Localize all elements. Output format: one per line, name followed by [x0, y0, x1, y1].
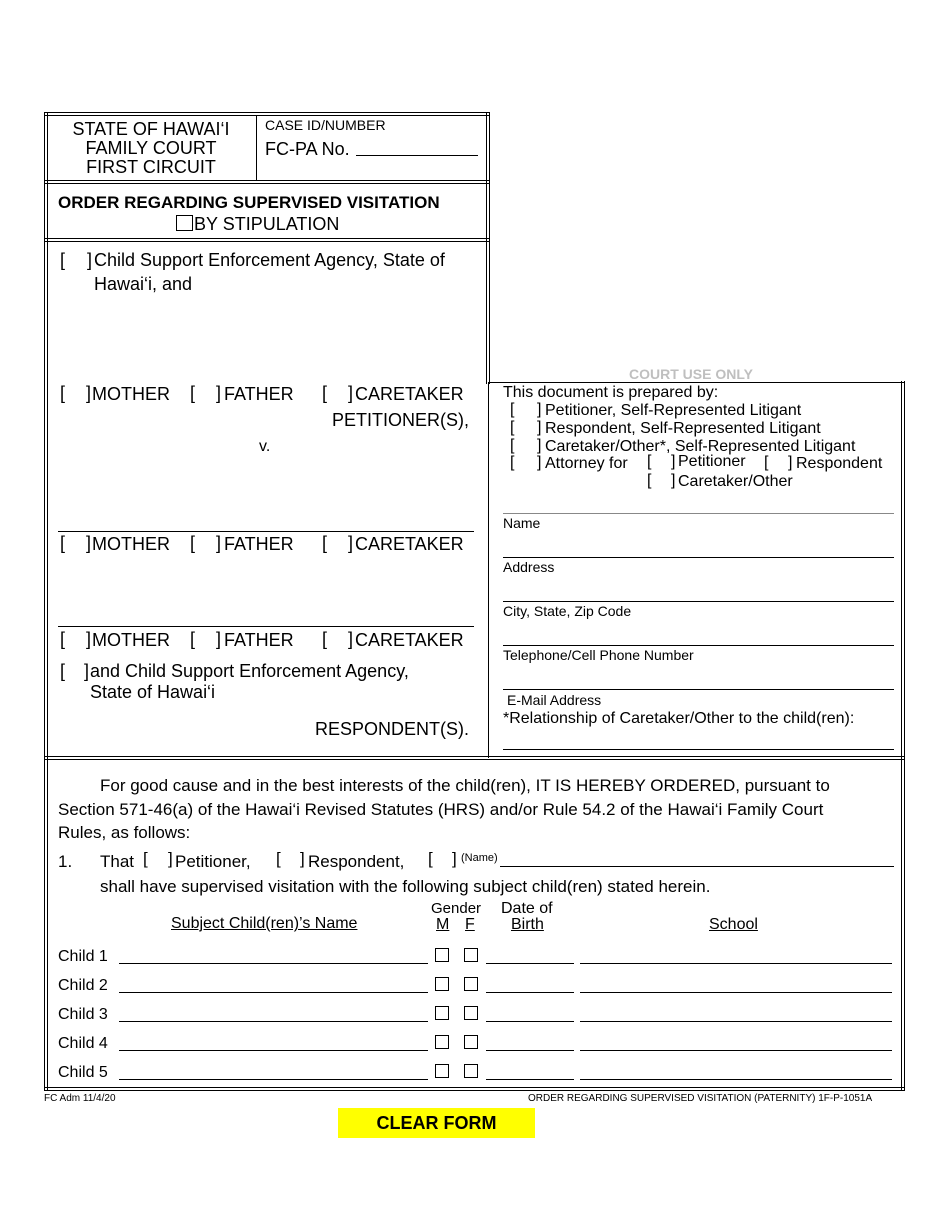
child-3-dob-field[interactable]: [486, 1021, 574, 1022]
resp2-father-bracket[interactable]: [: [190, 629, 196, 649]
prepared-by-label: This document is prepared by:: [503, 384, 719, 401]
item-petitioner-bracket[interactable]: [: [143, 849, 148, 868]
child-1-school-field[interactable]: [580, 963, 892, 964]
stipulation-label: BY STIPULATION: [194, 214, 340, 234]
frame-title-divider: [44, 238, 490, 242]
frame-case-id-divider: [256, 116, 257, 181]
child-4-gender-m-checkbox[interactable]: [435, 1035, 449, 1049]
resp2-mother-bracket[interactable]: [: [60, 629, 66, 649]
child-5-dob-field[interactable]: [486, 1079, 574, 1080]
frame-header-divider: [44, 180, 490, 184]
child-4-name-field[interactable]: [119, 1050, 428, 1051]
csea-checkbox-close: ]: [87, 250, 93, 270]
child-5-label: Child 5: [58, 1064, 108, 1081]
frame-left-border: [44, 112, 48, 1090]
frame-middle-divider: [488, 382, 489, 758]
that-label: That: [100, 852, 135, 871]
header-state: STATE OF HAWAI‘I: [72, 119, 230, 139]
frame-right-border-lower: [901, 758, 905, 1090]
resp1-caretaker-bracket-close: ]: [348, 533, 354, 553]
item-respondent-label: Respondent,: [308, 852, 405, 871]
footer-form-title: ORDER REGARDING SUPERVISED VISITATION (PATERNITY) 1F-P-1051A: [528, 1093, 873, 1104]
header-circuit: FIRST CIRCUIT: [86, 157, 216, 177]
child-1-name-field[interactable]: [119, 963, 428, 964]
child-4-dob-field[interactable]: [486, 1050, 574, 1051]
col-header-dob-line2: Birth: [511, 916, 544, 933]
address-label: Address: [503, 559, 555, 575]
child-5-name-field[interactable]: [119, 1079, 428, 1080]
child-2-gender-f-checkbox[interactable]: [464, 977, 478, 991]
resp1-caretaker-label: CARETAKER: [355, 534, 464, 554]
child-2-dob-field[interactable]: [486, 992, 574, 993]
atty-petitioner-bracket[interactable]: [: [647, 453, 652, 470]
petitioners-label: PETITIONER(S),: [332, 410, 470, 430]
resp1-father-bracket-close: ]: [216, 533, 222, 553]
frame-bottom-border: [44, 1087, 905, 1091]
child-3-gender-m-checkbox[interactable]: [435, 1006, 449, 1020]
stipulation-checkbox[interactable]: [176, 215, 193, 231]
prep-caretaker-label: Caretaker/Other*, Self-Represented Litigant: [545, 438, 856, 455]
child-4-gender-f-checkbox[interactable]: [464, 1035, 478, 1049]
pet-father-bracket-close: ]: [216, 383, 222, 403]
child-4-label: Child 4: [58, 1035, 108, 1052]
item-number: 1.: [58, 852, 73, 871]
atty-caretaker-label: Caretaker/Other: [678, 473, 793, 490]
prep-petitioner-label: Petitioner, Self-Represented Litigant: [545, 402, 802, 419]
clear-form-button[interactable]: CLEAR FORM: [338, 1108, 535, 1138]
child-3-gender-f-checkbox[interactable]: [464, 1006, 478, 1020]
prepared-separator: [503, 513, 894, 514]
resp1-father-label: FATHER: [224, 534, 294, 554]
city-field[interactable]: [503, 645, 894, 646]
case-no-field[interactable]: [356, 155, 478, 156]
prep-attorney-bracket-close: ]: [537, 454, 542, 471]
prep-caretaker-bracket[interactable]: [: [510, 437, 515, 454]
item-other-bracket-close: ]: [452, 849, 457, 868]
child-3-label: Child 3: [58, 1006, 108, 1023]
address-field[interactable]: [503, 601, 894, 602]
item-respondent-bracket-close: ]: [300, 849, 305, 868]
header-court: FAMILY COURT: [85, 138, 217, 158]
order-paragraph-line3: Rules, as follows:: [58, 823, 191, 842]
resp1-father-bracket[interactable]: [: [190, 533, 196, 553]
resp2-caretaker-bracket-close: ]: [348, 629, 354, 649]
pet-father-bracket[interactable]: [: [190, 383, 196, 403]
item-name-hint: (Name): [461, 852, 498, 864]
prep-attorney-label: Attorney for: [545, 455, 628, 472]
child-3-school-field[interactable]: [580, 1021, 892, 1022]
child-2-label: Child 2: [58, 977, 108, 994]
shall-have-text: shall have supervised visitation with the following subject child(ren) stated herein.: [100, 877, 711, 896]
atty-respondent-bracket[interactable]: [: [764, 454, 769, 471]
item-respondent-bracket[interactable]: [: [276, 849, 281, 868]
frame-caption-right-border: [486, 112, 490, 384]
phone-label: Telephone/Cell Phone Number: [503, 647, 694, 663]
pet-mother-label: MOTHER: [92, 384, 170, 404]
col-header-f: F: [465, 916, 475, 933]
versus-label: v.: [259, 438, 271, 455]
relationship-field[interactable]: [503, 749, 894, 750]
child-5-gender-m-checkbox[interactable]: [435, 1064, 449, 1078]
case-id-label: CASE ID/NUMBER: [265, 117, 386, 133]
child-5-school-field[interactable]: [580, 1079, 892, 1080]
frame-prepared-top: [488, 382, 905, 383]
resp2-father-label: FATHER: [224, 630, 294, 650]
child-2-gender-m-checkbox[interactable]: [435, 977, 449, 991]
csea-checkbox-open[interactable]: [: [60, 250, 66, 270]
frame-right-border-upper: [901, 381, 905, 758]
resp2-mother-label: MOTHER: [92, 630, 170, 650]
item-other-bracket[interactable]: [: [428, 849, 433, 868]
pet-father-label: FATHER: [224, 384, 294, 404]
child-4-school-field[interactable]: [580, 1050, 892, 1051]
prep-respondent-bracket-close: ]: [537, 419, 542, 436]
order-paragraph-line1: For good cause and in the best interests of the child(ren), IT IS HEREBY ORDERED, pursuant to: [100, 776, 830, 795]
col-header-gender: Gender: [431, 900, 482, 917]
prep-caretaker-bracket-close: ]: [537, 437, 542, 454]
respondents-label: RESPONDENT(S).: [315, 719, 470, 739]
prep-respondent-bracket[interactable]: [: [510, 419, 515, 436]
city-label: City, State, Zip Code: [503, 603, 632, 619]
item-petitioner-label: Petitioner,: [175, 852, 251, 871]
case-no-label: FC-PA No.: [265, 139, 350, 159]
resp1-caretaker-bracket[interactable]: [: [322, 533, 328, 553]
email-label: E-Mail Address: [507, 692, 602, 708]
respondent2-name-field[interactable]: [58, 626, 474, 627]
resp-csea-label-line1: and Child Support Enforcement Agency,: [90, 661, 409, 681]
pet-caretaker-label: CARETAKER: [355, 384, 464, 404]
pet-caretaker-bracket-close: ]: [348, 383, 354, 403]
csea-label-line1: Child Support Enforcement Agency, State of: [94, 250, 445, 270]
col-header-dob-line1: Date of: [501, 900, 553, 917]
resp2-mother-bracket-close: ]: [86, 629, 92, 649]
page-title: ORDER REGARDING SUPERVISED VISITATION: [58, 193, 440, 212]
pet-caretaker-bracket[interactable]: [: [322, 383, 328, 403]
frame-caption-bottom: [44, 756, 905, 760]
col-header-school: School: [709, 916, 758, 933]
footer-form-date: FC Adm 11/4/20: [44, 1093, 116, 1104]
child-1-dob-field[interactable]: [486, 963, 574, 964]
name-label: Name: [503, 515, 541, 531]
resp2-father-bracket-close: ]: [216, 629, 222, 649]
child-2-school-field[interactable]: [580, 992, 892, 993]
resp-csea-label-line2: State of Hawai‘i: [90, 682, 216, 702]
atty-respondent-label: Respondent: [796, 455, 883, 472]
respondent1-name-field[interactable]: [58, 531, 474, 532]
prep-attorney-bracket[interactable]: [: [510, 454, 515, 471]
frame-top-border: [44, 112, 490, 116]
resp1-mother-label: MOTHER: [92, 534, 170, 554]
atty-caretaker-bracket[interactable]: [: [647, 472, 652, 489]
pet-mother-bracket[interactable]: [: [60, 383, 66, 403]
pet-mother-bracket-close: ]: [86, 383, 92, 403]
resp-csea-bracket[interactable]: [: [60, 661, 66, 681]
atty-petitioner-bracket-close: ]: [671, 453, 676, 470]
csea-label-line2: Hawai‘i, and: [94, 274, 193, 294]
child-1-gender-m-checkbox[interactable]: [435, 948, 449, 962]
atty-respondent-bracket-close: ]: [788, 454, 793, 471]
resp2-caretaker-label: CARETAKER: [355, 630, 464, 650]
child-2-name-field[interactable]: [119, 992, 428, 993]
item-petitioner-bracket-close: ]: [168, 849, 173, 868]
prep-respondent-label: Respondent, Self-Represented Litigant: [545, 420, 821, 437]
order-paragraph-line2: Section 571-46(a) of the Hawai‘i Revised Statutes (HRS) and/or Rule 54.2 of the Hawai‘i Family Court: [58, 800, 824, 819]
child-1-label: Child 1: [58, 948, 108, 965]
relationship-label: *Relationship of Caretaker/Other to the child(ren):: [503, 710, 855, 727]
name-field[interactable]: [503, 557, 894, 558]
prep-petitioner-bracket-close: ]: [537, 401, 542, 418]
resp2-caretaker-bracket[interactable]: [: [322, 629, 328, 649]
resp1-mother-bracket-close: ]: [86, 533, 92, 553]
child-3-name-field[interactable]: [119, 1021, 428, 1022]
phone-field[interactable]: [503, 689, 894, 690]
col-header-name: Subject Child(ren)’s Name: [171, 915, 358, 932]
atty-petitioner-label: Petitioner: [678, 453, 746, 470]
item-name-field[interactable]: [500, 866, 894, 867]
prep-petitioner-bracket[interactable]: [: [510, 401, 515, 418]
col-header-m: M: [436, 916, 450, 933]
resp1-mother-bracket[interactable]: [: [60, 533, 66, 553]
resp-csea-bracket-close: ]: [84, 661, 90, 681]
court-use-only-label: COURT USE ONLY: [629, 366, 753, 382]
atty-caretaker-bracket-close: ]: [671, 472, 676, 489]
child-5-gender-f-checkbox[interactable]: [464, 1064, 478, 1078]
child-1-gender-f-checkbox[interactable]: [464, 948, 478, 962]
